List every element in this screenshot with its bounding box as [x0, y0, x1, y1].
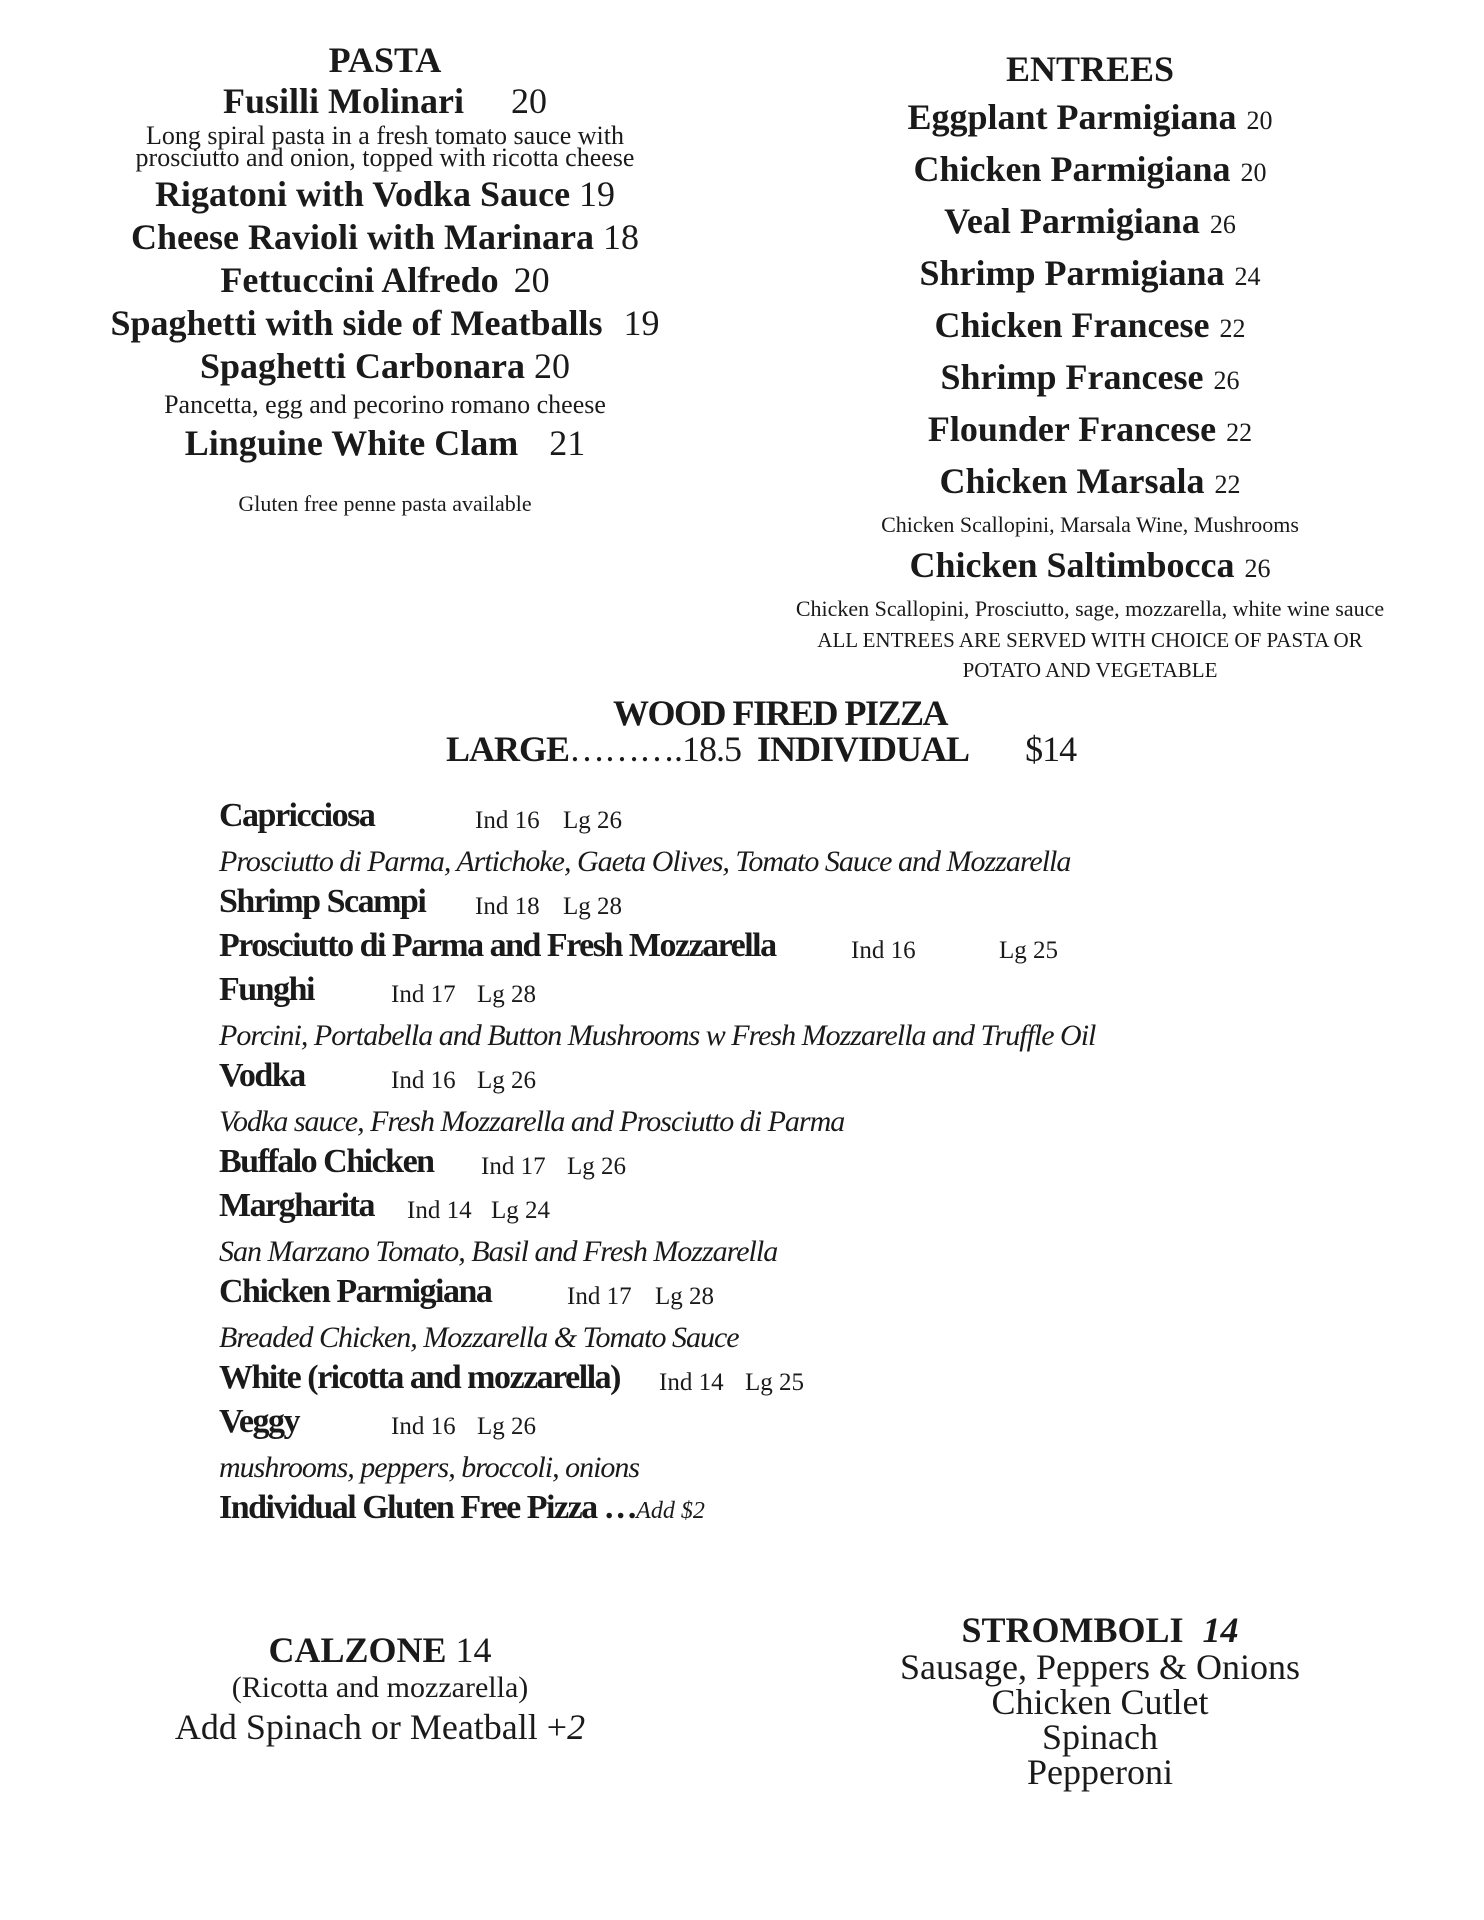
pasta-title: PASTA	[328, 40, 442, 80]
pizza-item	[219, 971, 1319, 1015]
stromboli-title: STROMBOLI	[961, 1610, 1184, 1650]
calzone-desc: (Ricotta and mozzarella)	[231, 1671, 529, 1704]
menu-item	[20, 302, 750, 345]
calzone-section	[80, 1630, 680, 1748]
item-price: 22	[1214, 470, 1241, 499]
menu-item	[740, 457, 1440, 509]
menu-item	[740, 541, 1440, 593]
item-description: Chicken Scallopini, Prosciutto, sage, mozzarella, white wine sauce	[795, 596, 1385, 621]
pizza-description: Breaded Chicken, Mozzarella & Tomato Sauce	[219, 1321, 739, 1354]
menu-item	[740, 197, 1440, 249]
pizza-title: WOOD FIRED PIZZA	[612, 693, 948, 733]
item-price: 20	[534, 346, 571, 386]
pizza-item	[219, 797, 1319, 841]
pasta-section	[20, 40, 750, 517]
menu-item	[740, 249, 1440, 301]
gluten-free-note: Gluten free penne pasta available	[238, 491, 532, 516]
item-name: Chicken Marsala	[939, 461, 1205, 501]
pizza-item	[219, 1403, 1319, 1447]
item-name: Spaghetti Carbonara	[199, 346, 526, 386]
item-description: Pancetta, egg and pecorino romano cheese	[164, 390, 606, 419]
pizza-item	[219, 927, 1319, 971]
pizza-ind-price: Ind 14	[407, 1197, 472, 1224]
item-name: Veal Parmigiana	[944, 201, 1200, 241]
pizza-lg-price: Lg 28	[655, 1283, 715, 1310]
stromboli-option: Chicken Cutlet	[991, 1682, 1209, 1722]
pizza-name: Veggy	[219, 1403, 300, 1440]
menu-item	[740, 353, 1440, 405]
pizza-name: White (ricotta and mozzarella)	[219, 1359, 620, 1396]
item-price: 18	[602, 217, 639, 257]
menu-item	[740, 405, 1440, 457]
pizza-description: San Marzano Tomato, Basil and Fresh Mozzarella	[219, 1235, 778, 1268]
item-price: 22	[1226, 418, 1253, 447]
pizza-lg-price: Lg 28	[563, 893, 623, 920]
pizza-list	[219, 797, 1319, 1533]
pizza-name: Margharita	[219, 1187, 374, 1224]
pizza-lg-price: Lg 25	[999, 937, 1059, 964]
pizza-lg-price: Lg 28	[477, 981, 537, 1008]
stromboli-heading	[800, 1610, 1400, 1650]
pizza-large-label: LARGE	[446, 729, 570, 769]
item-name: Eggplant Parmigiana	[907, 97, 1237, 137]
calzone-addon-text: Add Spinach or Meatball +	[174, 1707, 568, 1747]
menu-item	[20, 259, 750, 302]
item-description: Long spiral pasta in a fresh tomato sauce with prosciutto and onion, topped with ricotta cheese	[135, 121, 635, 172]
menu-item	[20, 80, 750, 123]
pizza-ind-price: Ind 16	[391, 1413, 456, 1440]
item-name: Cheese Ravioli with Marinara	[131, 217, 594, 257]
pizza-individual-price: $14	[1025, 729, 1077, 769]
pizza-ind-price: Ind 16	[851, 937, 916, 964]
pizza-ind-price: Ind 14	[659, 1369, 724, 1396]
menu-item	[740, 145, 1440, 197]
pizza-name: Vodka	[219, 1057, 305, 1094]
pizza-large-price: ……….18.5	[569, 729, 742, 769]
item-name: Shrimp Parmigiana	[919, 253, 1225, 293]
pizza-individual-label: INDIVIDUAL	[757, 729, 970, 769]
item-price: 22	[1219, 314, 1246, 343]
item-name: Rigatoni with Vodka Sauce	[154, 174, 571, 214]
pizza-item	[219, 1057, 1319, 1101]
item-name: Fettuccini Alfredo	[220, 260, 499, 300]
pizza-item	[219, 1273, 1319, 1317]
item-name: Chicken Saltimbocca	[909, 545, 1235, 585]
pizza-lg-price: Lg 26	[477, 1413, 537, 1440]
calzone-heading	[80, 1630, 680, 1670]
item-price: 20	[511, 81, 547, 121]
item-price: 19	[579, 174, 616, 214]
stromboli-option: Pepperoni	[1027, 1752, 1173, 1792]
item-name: Shrimp Francese	[940, 357, 1204, 397]
pizza-gluten-free	[219, 1489, 1319, 1533]
pizza-item	[219, 1187, 1319, 1231]
item-name: Linguine White Clam	[184, 423, 519, 463]
menu-item	[740, 301, 1440, 353]
entrees-section	[740, 45, 1440, 685]
pizza-ind-price: Ind 17	[567, 1283, 632, 1310]
pizza-sizes	[446, 728, 1076, 770]
pizza-name: Funghi	[219, 971, 314, 1008]
item-price: 20	[1240, 158, 1267, 187]
item-name: Flounder Francese	[927, 409, 1217, 449]
pizza-name: Shrimp Scampi	[219, 883, 426, 920]
calzone-title: CALZONE	[268, 1630, 447, 1670]
calzone-addon	[80, 1706, 680, 1748]
pizza-ind-price: Ind 16	[391, 1067, 456, 1094]
entrees-title: ENTREES	[1005, 49, 1175, 89]
item-price: 26	[1209, 210, 1236, 239]
stromboli-price: 14	[1202, 1610, 1239, 1650]
menu-item	[740, 93, 1440, 145]
pizza-lg-price: Lg 25	[745, 1369, 805, 1396]
pizza-name: Buffalo Chicken	[219, 1143, 434, 1180]
pizza-item	[219, 1143, 1319, 1187]
stromboli-option: Sausage, Peppers & Onions	[900, 1647, 1300, 1687]
pizza-name: Chicken Parmigiana	[219, 1273, 492, 1310]
item-name: Chicken Francese	[934, 305, 1210, 345]
menu-item	[20, 173, 750, 216]
gluten-free-pizza-add: Add $2	[636, 1498, 705, 1524]
menu-item	[20, 345, 750, 388]
pizza-description: mushrooms, peppers, broccoli, onions	[219, 1451, 640, 1484]
item-price: 26	[1244, 554, 1271, 583]
item-price: 19	[623, 303, 660, 343]
item-price: 24	[1234, 262, 1261, 291]
calzone-price: 14	[455, 1630, 492, 1670]
pizza-lg-price: Lg 24	[491, 1197, 551, 1224]
pizza-lg-price: Lg 26	[563, 807, 623, 834]
pizza-item	[219, 1359, 1319, 1403]
pizza-description: Porcini, Portabella and Button Mushrooms w Fresh Mozzarella and Truffle Oil	[219, 1019, 1096, 1052]
pizza-description: Prosciutto di Parma, Artichoke, Gaeta Olives, Tomato Sauce and Mozzarella	[219, 845, 1071, 878]
calzone-addon-price: 2	[567, 1707, 586, 1747]
pizza-lg-price: Lg 26	[567, 1153, 627, 1180]
item-description: Chicken Scallopini, Marsala Wine, Mushrooms	[881, 512, 1299, 537]
item-price: 20	[1246, 106, 1273, 135]
pizza-ind-price: Ind 17	[391, 981, 456, 1008]
stromboli-option: Spinach	[1042, 1717, 1158, 1757]
entrees-note: POTATO AND VEGETABLE	[962, 658, 1218, 682]
item-price: 20	[513, 260, 550, 300]
pizza-lg-price: Lg 26	[477, 1067, 537, 1094]
item-name: Fusilli Molinari	[222, 81, 464, 121]
item-name: Spaghetti with side of Meatballs	[110, 303, 603, 343]
pizza-name: Prosciutto di Parma and Fresh Mozzarella	[219, 927, 776, 964]
pizza-ind-price: Ind 16	[475, 807, 540, 834]
menu-item	[20, 216, 750, 259]
item-price: 21	[549, 423, 586, 463]
menu-item	[20, 422, 750, 465]
pizza-description: Vodka sauce, Fresh Mozzarella and Prosciutto di Parma	[219, 1105, 845, 1138]
gluten-free-pizza-label: Individual Gluten Free Pizza …	[219, 1489, 637, 1526]
entrees-note: ALL ENTREES ARE SERVED WITH CHOICE OF PASTA OR	[817, 628, 1363, 652]
pizza-ind-price: Ind 18	[475, 893, 540, 920]
stromboli-section	[800, 1610, 1400, 1790]
item-name: Chicken Parmigiana	[913, 149, 1231, 189]
pizza-ind-price: Ind 17	[481, 1153, 546, 1180]
item-price: 26	[1213, 366, 1240, 395]
pizza-name: Capricciosa	[219, 797, 375, 834]
pizza-item	[219, 883, 1319, 927]
